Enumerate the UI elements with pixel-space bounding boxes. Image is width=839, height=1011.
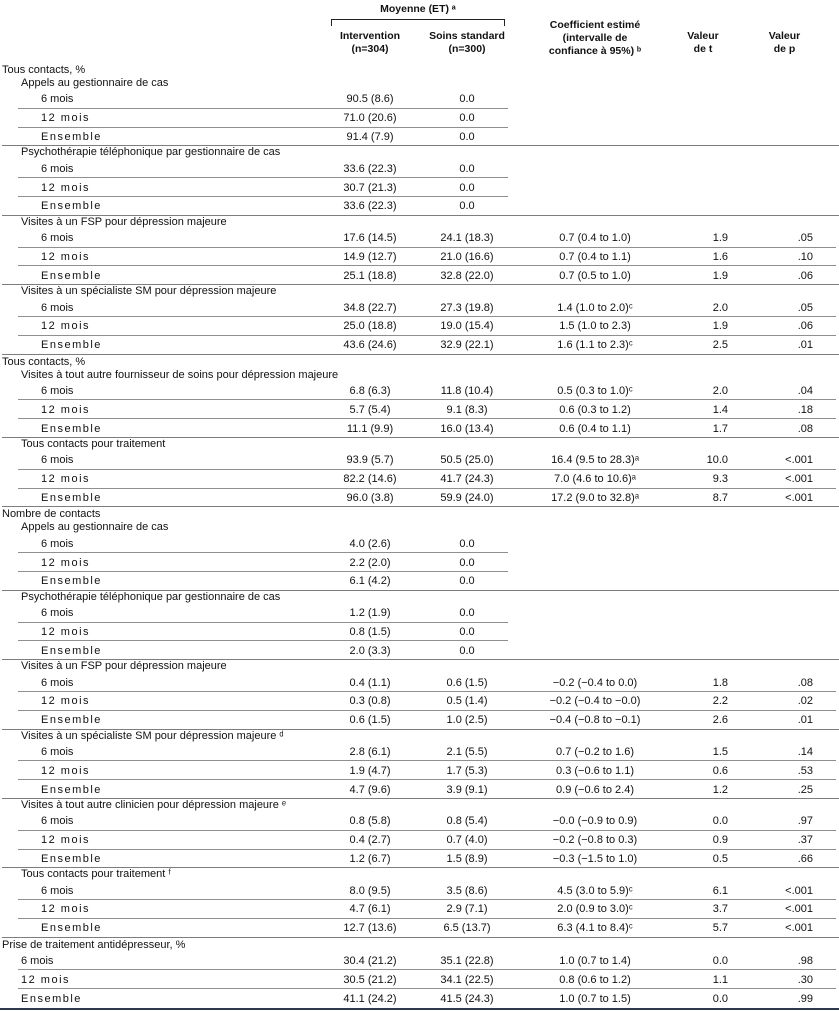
cell-valeur-t: 2.2 <box>712 695 728 708</box>
table-row <box>0 400 839 419</box>
table-row <box>0 850 839 869</box>
table-row <box>0 90 839 109</box>
cell-valeur-p: .02 <box>797 695 813 708</box>
row-label: Ensemble <box>41 339 102 352</box>
row-label: Ensemble <box>41 491 102 504</box>
category-label: Visites à un spécialiste SM pour dépression majeure ᵈ <box>21 729 284 742</box>
cell-soins-standard: 0.0 <box>459 93 475 106</box>
cell-soins-standard: 0.6 (1.5) <box>446 676 488 689</box>
cell-coefficient: 1.0 (0.7 to 1.5) <box>559 992 631 1005</box>
cell-coefficient: −0.0 (−0.9 to 0.9) <box>552 815 638 828</box>
table-row <box>0 919 839 938</box>
cell-soins-standard: 0.0 <box>459 200 475 213</box>
cell-valeur-p: .05 <box>797 301 813 314</box>
cell-intervention: 71.0 (20.6) <box>343 112 397 125</box>
cell-soins-standard: 0.0 <box>459 162 475 175</box>
column-header-soins-standard <box>420 30 514 56</box>
cell-valeur-p: <.001 <box>785 922 813 935</box>
row-rule <box>2 659 839 660</box>
row-label: 6 mois <box>41 384 74 397</box>
cell-soins-standard: 41.7 (24.3) <box>440 473 494 486</box>
cell-coefficient: 0.7 (0.4 to 1.1) <box>559 250 631 263</box>
category-label: Tous contacts pour traitement <box>21 437 166 450</box>
row-rule <box>2 145 839 146</box>
cell-intervention: 93.9 (5.7) <box>346 454 394 467</box>
cell-valeur-t: 9.3 <box>712 473 728 486</box>
cell-valeur-p: .99 <box>797 992 813 1005</box>
column-header-valeur-t-line2: de t <box>693 43 713 55</box>
row-label: 6 mois <box>41 454 74 467</box>
section-title: Tous contacts, % <box>2 355 86 368</box>
cell-intervention: 11.1 (9.9) <box>346 422 394 435</box>
table-row <box>0 952 839 971</box>
cell-soins-standard: 0.0 <box>459 556 475 569</box>
cell-valeur-t: 2.5 <box>712 339 728 352</box>
table-row <box>0 743 839 762</box>
row-label: 6 mois <box>41 815 74 828</box>
table-row <box>0 970 839 989</box>
cell-intervention: 33.6 (22.3) <box>343 200 397 213</box>
row-label: 12 mois <box>41 112 91 125</box>
table-row <box>0 711 839 730</box>
cell-soins-standard: 24.1 (18.3) <box>440 232 494 245</box>
cell-valeur-p: .25 <box>797 783 813 796</box>
table-row <box>0 900 839 919</box>
cell-coefficient: 0.7 (0.4 to 1.0) <box>559 232 631 245</box>
cell-coefficient: 1.5 (1.0 to 2.3) <box>559 320 631 333</box>
cell-valeur-t: 2.0 <box>712 301 728 314</box>
cell-valeur-t: 2.6 <box>712 714 728 727</box>
row-label: 6 mois <box>41 232 74 245</box>
cell-valeur-p: .08 <box>797 676 813 689</box>
column-header-coefficient-line2: (intervalle de <box>562 32 628 44</box>
cell-valeur-t: 0.0 <box>712 992 728 1005</box>
table-header <box>0 0 839 63</box>
cell-soins-standard: 2.9 (7.1) <box>446 903 488 916</box>
cell-valeur-p: .06 <box>797 320 813 333</box>
row-label: 12 mois <box>41 181 91 194</box>
cell-soins-standard: 2.1 (5.5) <box>446 745 488 758</box>
cell-soins-standard: 0.5 (1.4) <box>446 695 488 708</box>
cell-intervention: 14.9 (12.7) <box>343 250 397 263</box>
cell-soins-standard: 34.1 (22.5) <box>440 973 494 986</box>
cell-intervention: 17.6 (14.5) <box>343 232 397 245</box>
cell-soins-standard: 35.1 (22.8) <box>440 955 494 968</box>
table-row <box>0 553 839 572</box>
cell-valeur-p: .05 <box>797 232 813 245</box>
column-header-soins-standard-line2: (n=300) <box>448 43 486 55</box>
cell-coefficient: 1.6 (1.1 to 2.3)ᶜ <box>557 339 633 352</box>
cell-soins-standard: 27.3 (19.8) <box>440 301 494 314</box>
category-label: Visites à un FSP pour dépression majeure <box>21 215 227 228</box>
cell-valeur-t: 1.8 <box>712 676 728 689</box>
row-label: 12 mois <box>21 973 71 986</box>
cell-valeur-p: <.001 <box>785 473 813 486</box>
column-header-moyenne: Moyenne (ET) ᵃ <box>380 3 456 15</box>
row-rule <box>2 437 839 438</box>
cell-valeur-t: 8.7 <box>712 491 728 504</box>
cell-coefficient: 0.9 (−0.6 to 2.4) <box>556 783 634 796</box>
cell-intervention: 1.2 (1.9) <box>349 607 391 620</box>
cell-coefficient: −0.2 (−0.4 to 0.0) <box>552 676 638 689</box>
cell-intervention: 2.2 (2.0) <box>349 556 391 569</box>
cell-valeur-t: 1.9 <box>712 232 728 245</box>
section-title: Nombre de contacts <box>2 508 101 521</box>
column-header-intervention <box>320 30 420 56</box>
cell-coefficient: 1.4 (1.0 to 2.0)ᶜ <box>557 301 633 314</box>
cell-intervention: 1.9 (4.7) <box>349 764 391 777</box>
cell-valeur-p: .18 <box>797 403 813 416</box>
cell-coefficient: 0.7 (0.5 to 1.0) <box>559 269 631 282</box>
row-label: 12 mois <box>41 320 91 333</box>
column-header-valeur-p-line1: Valeur <box>768 30 801 42</box>
row-label: 6 mois <box>21 955 54 968</box>
cell-valeur-p: .01 <box>797 714 813 727</box>
table-row <box>0 692 839 711</box>
cell-valeur-p: .97 <box>797 815 813 828</box>
row-label: 6 mois <box>41 607 74 620</box>
table-row <box>0 489 839 508</box>
cell-coefficient: 0.5 (0.3 to 1.0)ᶜ <box>557 384 633 397</box>
cell-soins-standard: 9.1 (8.3) <box>446 403 488 416</box>
category-label: Visites à tout autre clinicien pour dépression majeure ᵉ <box>21 798 286 811</box>
cell-intervention: 0.8 (5.8) <box>349 815 391 828</box>
row-label: Ensemble <box>41 200 102 213</box>
cell-coefficient: −0.4 (−0.8 to −0.1) <box>549 714 641 727</box>
cell-valeur-p: .04 <box>797 384 813 397</box>
cell-intervention: 0.4 (1.1) <box>349 676 391 689</box>
row-rule <box>2 590 839 591</box>
row-label: Ensemble <box>41 714 102 727</box>
table-row <box>0 317 839 336</box>
cell-valeur-t: 1.2 <box>712 783 728 796</box>
cell-soins-standard: 41.5 (24.3) <box>440 992 494 1005</box>
table-row <box>0 641 839 660</box>
category-label: Psychothérapie téléphonique par gestionnaire de cas <box>21 146 281 159</box>
cell-valeur-p: .06 <box>797 269 813 282</box>
table-row <box>0 298 839 317</box>
table-row <box>0 470 839 489</box>
cell-intervention: 1.2 (6.7) <box>349 852 391 865</box>
cell-valeur-t: 1.1 <box>712 973 728 986</box>
table-row <box>0 197 839 216</box>
table-row <box>0 451 839 470</box>
table-row <box>0 336 839 355</box>
cell-valeur-p: <.001 <box>785 884 813 897</box>
cell-valeur-t: 5.7 <box>712 922 728 935</box>
table-row <box>0 761 839 780</box>
row-label: 6 mois <box>41 884 74 897</box>
cell-valeur-t: 10.0 <box>706 454 728 467</box>
cell-soins-standard: 6.5 (13.7) <box>443 922 491 935</box>
cell-intervention: 30.7 (21.3) <box>343 181 397 194</box>
section-title: Tous contacts, % <box>2 64 86 76</box>
category-label: Visites à un spécialiste SM pour dépression majeure <box>21 285 277 298</box>
row-label: 12 mois <box>41 834 91 847</box>
cell-intervention: 30.4 (21.2) <box>343 955 397 968</box>
cell-valeur-t: 1.5 <box>712 745 728 758</box>
table-row <box>0 248 839 267</box>
cell-coefficient: −0.3 (−1.5 to 1.0) <box>552 852 638 865</box>
cell-soins-standard: 50.5 (25.0) <box>440 454 494 467</box>
cell-coefficient: 0.3 (−0.6 to 1.1) <box>556 764 634 777</box>
table-row <box>0 881 839 900</box>
category-label: Appels au gestionnaire de cas <box>21 521 169 534</box>
table-row <box>0 780 839 799</box>
cell-valeur-t: 1.9 <box>712 320 728 333</box>
table-row <box>0 572 839 591</box>
cell-valeur-p: .14 <box>797 745 813 758</box>
cell-intervention: 25.0 (18.8) <box>343 320 397 333</box>
cell-coefficient: 4.5 (3.0 to 5.9)ᶜ <box>557 884 633 897</box>
cell-intervention: 82.2 (14.6) <box>343 473 397 486</box>
cell-soins-standard: 0.0 <box>459 112 475 125</box>
cell-intervention: 25.1 (18.8) <box>343 269 397 282</box>
row-rule <box>2 284 839 285</box>
table-row <box>0 673 839 692</box>
cell-valeur-p: .66 <box>797 852 813 865</box>
table-row <box>0 159 839 178</box>
cell-coefficient: 0.7 (−0.2 to 1.6) <box>556 745 634 758</box>
cell-soins-standard: 1.0 (2.5) <box>446 714 488 727</box>
row-label: 12 mois <box>41 250 91 263</box>
cell-valeur-t: 1.7 <box>712 422 728 435</box>
row-rule <box>2 798 839 799</box>
row-label: 12 mois <box>41 473 91 486</box>
cell-soins-standard: 3.5 (8.6) <box>446 884 488 897</box>
row-rule <box>2 215 839 216</box>
cell-soins-standard: 0.0 <box>459 181 475 194</box>
cell-coefficient: 1.0 (0.7 to 1.4) <box>559 955 631 968</box>
category-label: Visites à tout autre fournisseur de soins pour dépression majeure <box>21 368 339 381</box>
table-row <box>0 419 839 438</box>
cell-intervention: 33.6 (22.3) <box>343 162 397 175</box>
row-label: Ensemble <box>41 852 102 865</box>
category-label: Psychothérapie téléphonique par gestionnaire de cas <box>21 590 281 603</box>
cell-valeur-t: 1.4 <box>712 403 728 416</box>
cell-valeur-p: .98 <box>797 955 813 968</box>
row-label: 6 mois <box>41 537 74 550</box>
cell-coefficient: 2.0 (0.9 to 3.0)ᶜ <box>557 903 633 916</box>
cell-soins-standard: 16.0 (13.4) <box>440 422 494 435</box>
cell-valeur-t: 1.6 <box>712 250 728 263</box>
cell-valeur-t: 0.5 <box>712 852 728 865</box>
cell-intervention: 0.6 (1.5) <box>349 714 391 727</box>
row-rule <box>2 506 839 507</box>
row-label: 6 mois <box>41 162 74 175</box>
category-label: Appels au gestionnaire de cas <box>21 77 169 89</box>
cell-valeur-p: .10 <box>797 250 813 263</box>
cell-intervention: 0.4 (2.7) <box>349 834 391 847</box>
cell-valeur-t: 2.0 <box>712 384 728 397</box>
column-header-valeur-t-line1: Valeur <box>687 30 719 42</box>
table-row <box>0 266 839 285</box>
cell-intervention: 4.7 (9.6) <box>349 783 391 796</box>
table-row <box>0 604 839 623</box>
row-label: Ensemble <box>41 130 102 143</box>
cell-soins-standard: 11.8 (10.4) <box>440 384 494 397</box>
table-row <box>0 812 839 831</box>
cell-valeur-p: .37 <box>797 834 813 847</box>
cell-coefficient: −0.2 (−0.4 to −0.0) <box>549 695 641 708</box>
row-label: 6 mois <box>41 745 74 758</box>
cell-coefficient: 0.6 (0.3 to 1.2) <box>559 403 631 416</box>
cell-valeur-t: 3.7 <box>712 903 728 916</box>
row-label: Ensemble <box>41 922 102 935</box>
cell-intervention: 8.0 (9.5) <box>349 884 391 897</box>
row-label: 12 mois <box>41 625 91 638</box>
column-header-coefficient-line3: confiance à 95%) ᵇ <box>548 45 642 57</box>
row-label: 12 mois <box>41 903 91 916</box>
cell-intervention: 2.8 (6.1) <box>349 745 391 758</box>
cell-valeur-p: .01 <box>797 339 813 352</box>
column-header-intervention-line2: (n=304) <box>351 43 389 55</box>
section-title: Prise de traitement antidépresseur, % <box>2 938 186 951</box>
cell-intervention: 6.8 (6.3) <box>349 384 391 397</box>
cell-intervention: 96.0 (3.8) <box>346 491 394 504</box>
category-label: Tous contacts pour traitement ᶠ <box>21 868 171 881</box>
cell-valeur-p: .08 <box>797 422 813 435</box>
table-row <box>0 382 839 401</box>
cell-valeur-p: <.001 <box>785 491 813 504</box>
cell-soins-standard: 0.0 <box>459 625 475 638</box>
row-label: Ensemble <box>41 269 102 282</box>
cell-valeur-p: <.001 <box>785 454 813 467</box>
cell-coefficient: 16.4 (9.5 to 28.3)ᵃ <box>551 454 639 467</box>
row-rule <box>2 729 839 730</box>
column-header-coefficient <box>514 19 676 58</box>
row-label: Ensemble <box>41 422 102 435</box>
cell-soins-standard: 1.7 (5.3) <box>446 764 488 777</box>
cell-soins-standard: 0.7 (4.0) <box>446 834 488 847</box>
row-label: 12 mois <box>41 403 91 416</box>
row-label: Ensemble <box>41 644 102 657</box>
results-table-body <box>0 63 839 1008</box>
cell-soins-standard: 0.0 <box>459 607 475 620</box>
cell-soins-standard: 0.0 <box>459 537 475 550</box>
row-label: 6 mois <box>41 676 74 689</box>
cell-intervention: 12.7 (13.6) <box>343 922 397 935</box>
cell-intervention: 6.1 (4.2) <box>349 575 391 588</box>
cell-soins-standard: 3.9 (9.1) <box>446 783 488 796</box>
row-label: Ensemble <box>21 992 82 1005</box>
row-label: 12 mois <box>41 556 91 569</box>
row-rule <box>2 354 839 355</box>
table-row <box>0 534 839 553</box>
cell-valeur-t: 0.6 <box>712 764 728 777</box>
cell-intervention: 34.8 (22.7) <box>343 301 397 314</box>
cell-valeur-t: 6.1 <box>712 884 728 897</box>
row-label: 12 mois <box>41 695 91 708</box>
table-row <box>0 109 839 128</box>
row-rule <box>2 937 839 938</box>
cell-coefficient: −0.2 (−0.8 to 0.3) <box>552 834 638 847</box>
row-label: 6 mois <box>41 93 74 106</box>
cell-coefficient: 6.3 (4.1 to 8.4)ᶜ <box>557 922 633 935</box>
cell-valeur-t: 1.9 <box>712 269 728 282</box>
cell-coefficient: 7.0 (4.6 to 10.6)ᵃ <box>554 473 636 486</box>
column-header-valeur-p <box>730 30 839 56</box>
cell-intervention: 4.7 (6.1) <box>349 903 391 916</box>
table-row <box>0 128 839 147</box>
cell-valeur-t: 0.9 <box>712 834 728 847</box>
cell-intervention: 90.5 (8.6) <box>346 93 394 106</box>
column-header-valeur-t <box>676 30 730 56</box>
cell-intervention: 30.5 (21.2) <box>343 973 397 986</box>
row-label: 12 mois <box>41 764 91 777</box>
table-row <box>0 989 839 1008</box>
table-row <box>0 831 839 850</box>
cell-valeur-t: 0.0 <box>712 815 728 828</box>
cell-coefficient: 0.6 (0.4 to 1.1) <box>559 422 631 435</box>
cell-valeur-p: <.001 <box>785 903 813 916</box>
cell-soins-standard: 32.9 (22.1) <box>440 339 494 352</box>
cell-intervention: 0.8 (1.5) <box>349 625 391 638</box>
cell-intervention: 5.7 (5.4) <box>349 403 391 416</box>
cell-coefficient: 17.2 (9.0 to 32.8)ᵃ <box>551 491 639 504</box>
table-row <box>0 623 839 642</box>
cell-soins-standard: 0.8 (5.4) <box>446 815 488 828</box>
column-header-soins-standard-line1: Soins standard <box>429 30 505 42</box>
cell-soins-standard: 19.0 (15.4) <box>440 320 494 333</box>
cell-valeur-p: .30 <box>797 973 813 986</box>
column-header-valeur-p-line2: de p <box>773 43 796 55</box>
cell-coefficient: 0.8 (0.6 to 1.2) <box>559 973 631 986</box>
cell-intervention: 2.0 (3.3) <box>349 644 391 657</box>
cell-intervention: 4.0 (2.6) <box>349 537 391 550</box>
cell-soins-standard: 0.0 <box>459 575 475 588</box>
cell-soins-standard: 1.5 (8.9) <box>446 852 488 865</box>
cell-intervention: 91.4 (7.9) <box>346 130 394 143</box>
cell-valeur-t: 0.0 <box>712 955 728 968</box>
cell-soins-standard: 0.0 <box>459 130 475 143</box>
cell-intervention: 41.1 (24.2) <box>343 992 397 1005</box>
row-label: Ensemble <box>41 575 102 588</box>
moyenne-span-bracket <box>331 19 505 26</box>
table-row <box>0 229 839 248</box>
cell-intervention: 0.3 (0.8) <box>349 695 391 708</box>
cell-valeur-p: .53 <box>797 764 813 777</box>
column-header-coefficient-line1: Coefficient estimé <box>549 19 641 31</box>
row-rule <box>2 867 839 868</box>
cell-intervention: 43.6 (24.6) <box>343 339 397 352</box>
cell-soins-standard: 59.9 (24.0) <box>440 491 494 504</box>
column-header-intervention-line1: Intervention <box>339 30 401 42</box>
cell-soins-standard: 0.0 <box>459 644 475 657</box>
cell-soins-standard: 32.8 (22.0) <box>440 269 494 282</box>
table-row <box>0 178 839 197</box>
cell-soins-standard: 21.0 (16.6) <box>440 250 494 263</box>
category-label: Visites à un FSP pour dépression majeure <box>21 660 227 673</box>
row-label: Ensemble <box>41 783 102 796</box>
row-label: 6 mois <box>41 301 74 314</box>
